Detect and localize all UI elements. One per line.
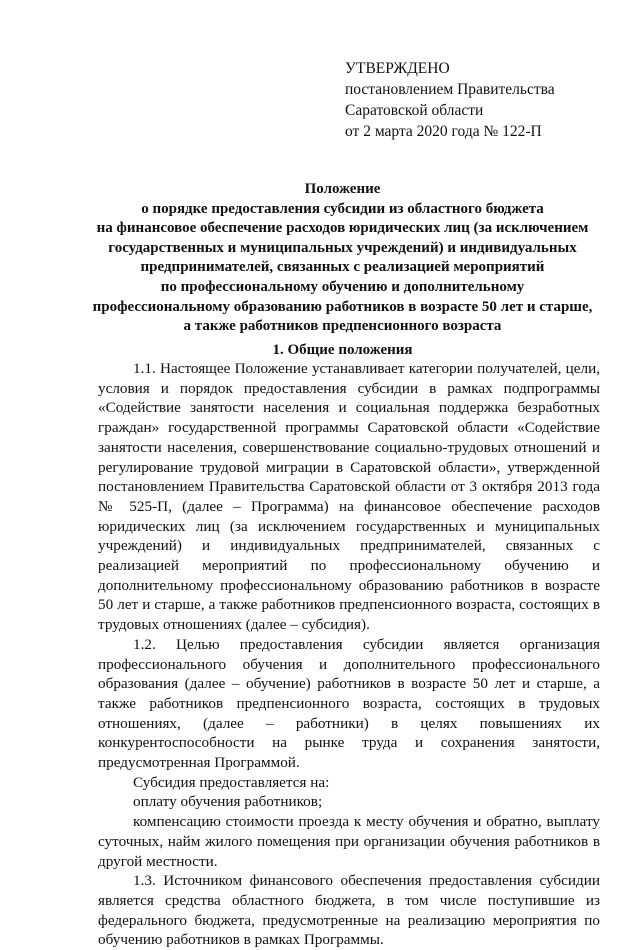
title-line: о порядке предоставления субсидии из областного бюджета [141,200,544,217]
paragraph-1-1: 1.1. Настоящее Положение устанавливает категории получателей, цели, условия и порядок предоставления субсидии в рамках подпрограммы «Содействие занятости населения и социальная поддержка безработных граждан» государственной программы Саратовской области «Содействие занятости населения, совершенствование социально-трудовых отношений и регулирование трудовой миграции в Саратовской области», утвержденной постановлением Правительства Саратовской области от 3 октября 2013 года № 525-П, (далее – Программа) на финансовое обеспечение расходов юридических лиц (за исключением государственных и муниципальных учреждений) и индивидуальных предпринимателей, связанных с реализацией мероприятий по профессиональному обучению и дополнительному профессиональному образованию работников в возрасте 50 лет и старше, а также работников предпенсионного возраста, состоящих в трудовых отношениях (далее – субсидия). [98,360,600,634]
title-line: предпринимателей, связанных с реализацией мероприятий [140,259,545,276]
title-line: а также работников предпенсионного возраста [183,318,502,335]
paragraph-subsidy-item: оплату обучения работников; [133,793,323,811]
title-heading: Положение [304,181,381,197]
paragraph-subsidy-intro: Субсидия предоставляется на: [133,773,330,791]
title-line: на финансовое обеспечение расходов юридических лиц (за исключением [96,220,589,237]
paragraph-1-2: 1.2. Целью предоставления субсидии является организация профессионального обучения и дополнительного профессионального образования (далее – обучение) работников в возрасте 50 лет и старше, а также работников предпенсионного возраста, состоящих в трудовых отношениях, (далее – работники) в целях повышениях их конкурентоспособности на рынке труда и сохранения занятости, предусмотренная Программой. [98,635,600,772]
title-line: профессиональному образованию работников в возрасте 50 лет и старше, [92,298,593,315]
approval-resolution: постановлением Правительства [345,81,555,98]
approval-date-number: от 2 марта 2020 года № 122-П [345,123,542,140]
approval-stamp [345,58,625,142]
paragraph-subsidy-item: компенсацию стоимости проезда к месту обучения и обратно, выплату суточных, найм жилого помещения при организации обучения работников в другой местности. [98,813,600,870]
approval-region: Саратовской области [345,102,484,119]
approval-word: УТВЕРЖДЕНО [345,60,450,77]
document-title [60,180,625,337]
section-body [98,359,600,950]
paragraph-1-3: 1.3. Источником финансового обеспечения предоставления субсидии является средства областного бюджета, в том числе поступившие из федерального бюджета, предусмотренные на реализацию мероприятия по обучению работников в рамках Программы. [98,872,600,949]
section-heading: 1. Общие положения [272,342,413,358]
title-line: государственных и муниципальных учреждений) и индивидуальных [108,239,577,256]
title-line: по профессиональному обучению и дополнительному [160,278,525,295]
